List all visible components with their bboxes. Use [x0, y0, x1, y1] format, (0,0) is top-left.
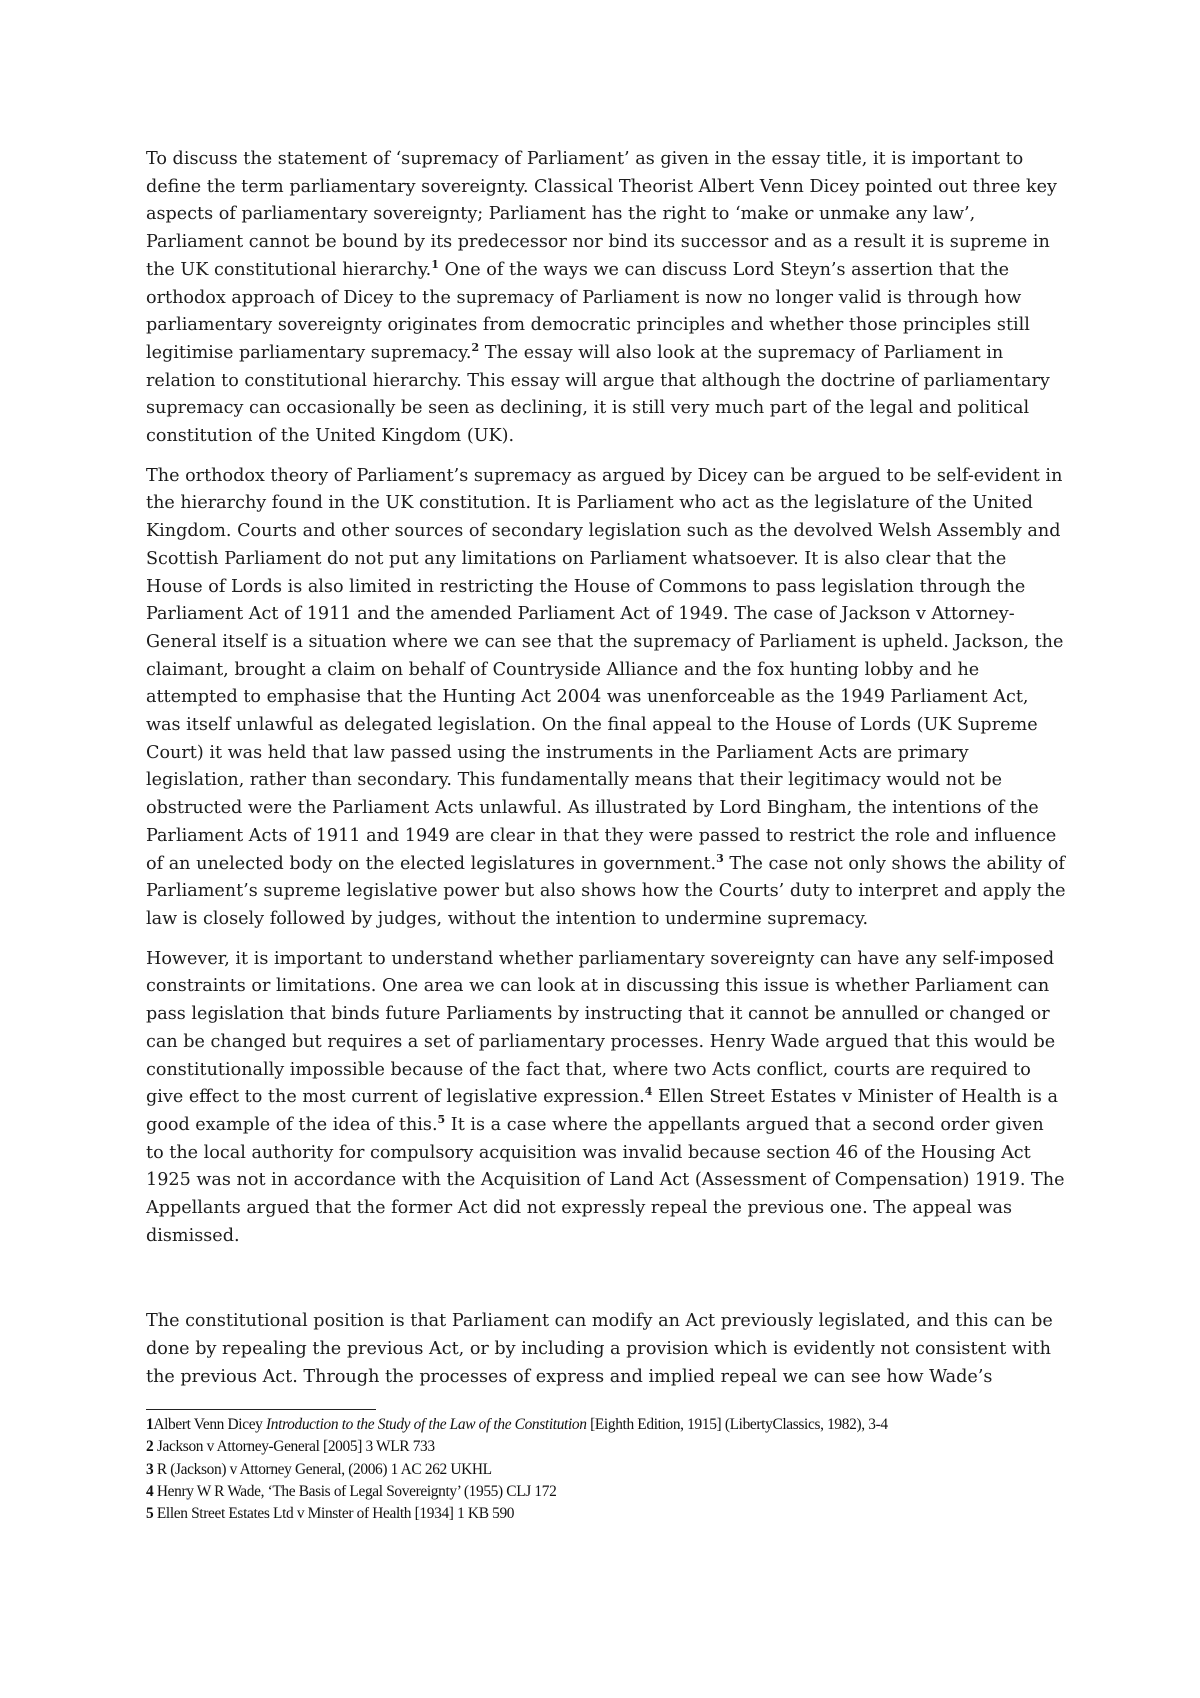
footnote-book-title: Introduction to the Study of the Law of the Constitution	[266, 1416, 587, 1433]
footnote-text: [Eighth Edition, 1915] (LibertyClassics, 1982), 3-4	[586, 1416, 888, 1433]
paragraph-constitutional-position	[146, 1308, 1066, 1391]
footnote-number: 1	[146, 1416, 154, 1433]
paragraph-text: To discuss the statement of ‘supremacy of Parliament’ as given in the essay title, it is important to define the term parliamentary sovereignty. Classical Theorist Albert Venn Dicey pointed out three key aspects of parliamentary sovereignty; Parliament has the right to ‘make or unmake any law’, Parliament cannot be bound by its predecessor nor bind its successor and as a result it is supreme in the UK constitutional hierarchy.	[146, 149, 1057, 280]
paragraph-intro	[146, 146, 1066, 451]
paragraph-text: However, it is important to understand whether parliamentary sovereignty can have any self-imposed constraints or limitations. One area we can look at in discussing this issue is whether Parliament can pass legislation that binds future Parliaments by instructing that it cannot be annulled or changed or can be changed but requires a set of parliamentary processes. Henry Wade argued that this would be constitutionally impossible because of the fact that, where two Acts conflict, courts are required to give effect to the most current of legislative expression.	[146, 948, 1056, 1108]
footnote-text: Henry W R Wade, ‘The Basis of Legal Sovereignty’ (1955) CLJ 172	[153, 1482, 557, 1500]
footnotes	[146, 1414, 1066, 1525]
footnote-ref-5: 5	[437, 1113, 446, 1127]
footnote-text: Albert Venn Dicey	[153, 1416, 267, 1433]
footnote-number: 3	[146, 1460, 154, 1478]
paragraph-text: It is a case where the appellants argued that a second order given to the local authority for compulsory acquisition was invalid because section 46 of the Housing Act 1925 was not in accordance with the Acquisition of Land Act (Assessment of Compensation) 1919. The Appellants argued that the former Act did not expressly repeal the previous one. The appeal was dismissed.	[146, 1114, 1065, 1246]
footnote-5	[146, 1503, 1066, 1525]
footnote-ref-4: 4	[644, 1085, 653, 1099]
paragraph-text: The orthodox theory of Parliament’s supremacy as argued by Dicey can be argued to be self-evident in the hierarchy found in the UK constitution. It is Parliament who act as the legislature of the United Kingdom. Courts and other sources of secondary legislation such as the devolved Welsh Assembly and Scottish Parliament do not put any limitations on Parliament whatsoever. It is also clear that the House of Lords is also limited in restricting the House of Commons to pass legislation through the Parliament Act of 1911 and the amended Parliament Act of 1949. The case of Jackson v Attorney-General itself is a situation where we can see that the supremacy of Parliament is upheld. Jackson, the claimant, brought a claim on behalf of Countryside Alliance and the fox hunting lobby and he attempted to emphasise that the Hunting Act 2004 was unenforceable as the 1949 Parliament Act, was itself unlawful as delegated legislation. On the final appeal to the House of Lords (UK Supreme Court) it was held that law passed using the instruments in the Parliament Acts are primary legislation, rather than secondary. This fundamentally means that their legitimacy would not be obstructed were the Parliament Acts unlawful. As illustrated by Lord Bingham, the intentions of the Parliament Acts of 1911 and 1949 are clear in that they were passed to restrict the role and influence of an unelected body on the elected legislatures in government.	[146, 465, 1064, 874]
paragraph-text: One of the ways we can discuss Lord Steyn’s assertion that the orthodox approach of Dicey to the supremacy of Parliament is now no longer valid is through how parliamentary sovereignty originates from democratic principles and whether those principles still legitimise parliamentary supremacy.	[146, 259, 1030, 363]
footnote-ref-3: 3	[716, 851, 724, 865]
footnote-4	[146, 1481, 1066, 1503]
footnote-separator	[146, 1409, 376, 1410]
footnote-text: Ellen Street Estates Ltd v Minster of Health [1934] 1 KB 590	[153, 1505, 515, 1523]
paragraph-constraints	[146, 946, 1066, 1251]
paragraph-orthodox-theory	[146, 463, 1066, 934]
paragraph-text: The essay will also look at the supremacy of Parliament in relation to constitutional hierarchy. This essay will argue that although the doctrine of parliamentary supremacy can occasionally be seen as declining, it is still very much part of the legal and political constitution of the United Kingdom (UK).	[146, 342, 1050, 447]
essay-body	[146, 146, 1066, 1404]
paragraph-text: The constitutional position is that Parliament can modify an Act previously legislated, and this can be done by repealing the previous Act, or by including a provision which is evidently not consistent with the previous Act. Through the processes of express and implied repeal we can see how Wade’s	[146, 1311, 1053, 1387]
footnote-1	[146, 1414, 1066, 1436]
footnote-2	[146, 1436, 1066, 1458]
footnote-3	[146, 1459, 1066, 1481]
footnote-ref-2: 2	[471, 341, 480, 355]
footnote-text: R (Jackson) v Attorney General, (2006) 1 AC 262 UKHL	[153, 1460, 492, 1478]
footnote-number: 2	[146, 1438, 154, 1456]
footnote-number: 4	[146, 1482, 154, 1500]
paragraph-text: The case not only shows the ability of Parliament’s supreme legislative power but also shows how the Courts’ duty to interpret and apply the law is closely followed by judges, without the intention to undermine supremacy.	[146, 853, 1066, 929]
footnote-text: Jackson v Attorney-General [2005] 3 WLR 733	[153, 1438, 435, 1456]
footnote-number: 5	[146, 1505, 154, 1523]
paragraph-text: Ellen Street Estates v Minister of Health is a good example of the idea of this.	[146, 1087, 1058, 1135]
footnote-ref-1: 1	[431, 257, 439, 271]
